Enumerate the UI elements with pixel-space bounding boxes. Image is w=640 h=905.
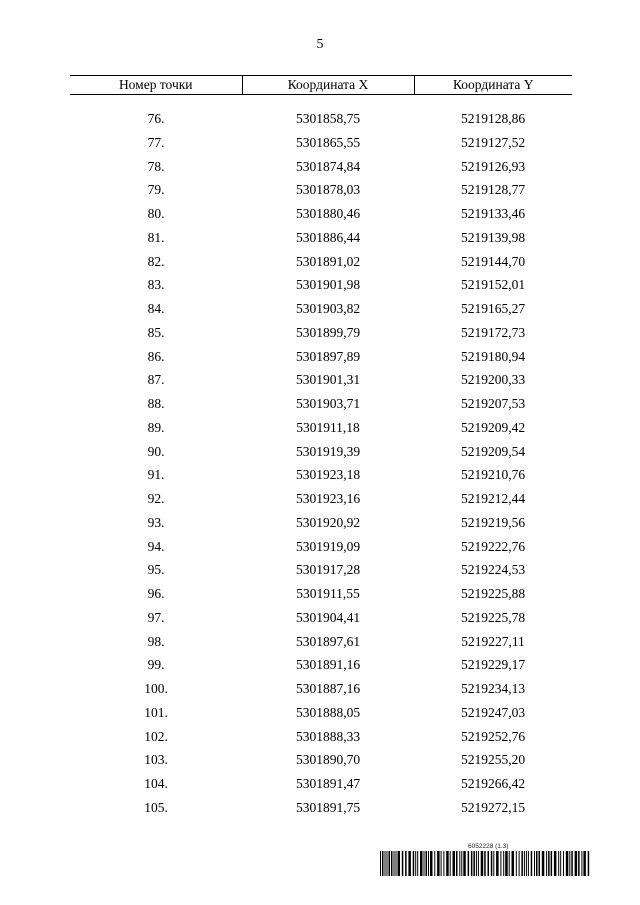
table-row <box>70 345 572 369</box>
cell-coordinate-y: 5219127,52 <box>460 134 526 150</box>
cell-coordinate-y: 5219139,98 <box>460 229 526 245</box>
cell-coordinate-y: 5219225,88 <box>460 586 526 601</box>
table-row <box>70 297 572 321</box>
cell-point-number: 103. <box>144 752 168 768</box>
barcode-bar <box>473 851 475 876</box>
cell-coordinate-x: 5301887,16 <box>295 681 361 696</box>
cell-point-number: 87. <box>147 372 165 388</box>
barcode-bar <box>380 851 381 876</box>
barcode-bar <box>468 851 470 876</box>
cell-point-number: 82. <box>147 253 165 269</box>
cell-point-number: 83. <box>147 277 165 293</box>
barcode-bar <box>441 851 442 876</box>
table-row <box>70 677 572 701</box>
cell-coordinate-y: 5219209,42 <box>460 419 526 435</box>
table-row <box>70 606 572 630</box>
barcode-bar <box>484 851 486 876</box>
cell-coordinate-y: 5219255,20 <box>460 752 526 768</box>
barcode-bar <box>493 851 494 876</box>
table-row <box>70 416 572 440</box>
cell-coordinate-x: 5301901,98 <box>295 277 361 293</box>
barcode-bar <box>394 851 395 876</box>
table-row <box>70 440 572 464</box>
cell-coordinate-y: 5219144,70 <box>460 253 526 269</box>
barcode-bar <box>424 851 425 876</box>
barcode-bar <box>389 851 391 876</box>
cell-coordinate-x: 5301886,44 <box>295 229 361 245</box>
barcode-bar <box>524 851 525 876</box>
barcode-bar <box>588 851 590 876</box>
table-body <box>70 95 572 820</box>
barcode-bar <box>546 851 547 876</box>
barcode-bar <box>443 851 444 876</box>
header-row <box>70 76 572 95</box>
cell-coordinate-y: 5219152,01 <box>460 277 526 293</box>
barcode-bar <box>583 851 586 876</box>
cell-coordinate-x: 5301901,31 <box>295 372 361 388</box>
table-row <box>70 630 572 654</box>
table-row <box>70 250 572 274</box>
barcode-bar <box>398 851 401 876</box>
header-point-number: Номер точки <box>70 76 242 95</box>
cell-point-number: 102. <box>144 728 168 744</box>
cell-coordinate-x: 5301880,46 <box>295 206 361 221</box>
barcode-bar <box>536 851 538 876</box>
barcode-bar <box>481 851 484 876</box>
barcode-bar <box>459 851 460 876</box>
table-row <box>70 321 572 345</box>
cell-point-number: 105. <box>144 799 168 815</box>
cell-coordinate-y: 5219272,15 <box>460 799 526 815</box>
barcode-image <box>380 851 590 876</box>
cell-point-number: 104. <box>144 776 168 791</box>
header-coordinate-x: Координата X <box>242 76 414 95</box>
table-row <box>70 653 572 677</box>
barcode-bar <box>558 851 559 876</box>
barcode-bar <box>500 851 501 876</box>
barcode-bar <box>571 851 573 876</box>
cell-point-number: 96. <box>147 586 165 601</box>
cell-point-number: 89. <box>147 419 165 435</box>
barcode-bar <box>496 851 499 876</box>
cell-coordinate-y: 5219200,33 <box>460 372 526 388</box>
table-row <box>70 772 572 796</box>
barcode-bar <box>471 851 473 876</box>
cell-coordinate-x: 5301890,70 <box>295 752 361 768</box>
header-spacer <box>70 95 572 108</box>
table-row <box>70 487 572 511</box>
barcode-bar <box>509 851 510 876</box>
barcode-bar <box>434 851 435 876</box>
cell-coordinate-y: 5219172,73 <box>460 324 526 340</box>
cell-coordinate-y: 5219224,53 <box>460 562 526 578</box>
cell-point-number: 79. <box>147 182 165 198</box>
barcode-bar <box>456 851 458 876</box>
cell-point-number: 81. <box>147 229 165 245</box>
barcode-bar <box>528 851 529 876</box>
barcode-bar <box>430 851 433 876</box>
barcode-bar <box>391 851 393 876</box>
cell-coordinate-x: 5301903,82 <box>295 301 361 316</box>
barcode-bar <box>566 851 569 876</box>
barcode-bar <box>548 851 550 876</box>
table-row <box>70 368 572 392</box>
cell-coordinate-x: 5301874,84 <box>295 158 361 174</box>
barcode-bar <box>554 851 557 876</box>
barcode-bar <box>461 851 462 876</box>
cell-point-number: 85. <box>147 324 165 340</box>
barcode-bar <box>446 851 449 876</box>
table-row <box>70 582 572 606</box>
cell-point-number: 91. <box>147 467 165 483</box>
cell-point-number: 98. <box>147 633 165 649</box>
cell-point-number: 86. <box>147 348 165 364</box>
cell-coordinate-x: 5301919,09 <box>295 538 361 554</box>
barcode-bar <box>563 851 564 876</box>
header-coordinate-y: Координата Y <box>414 76 572 95</box>
cell-coordinate-x: 5301888,33 <box>295 728 361 744</box>
cell-coordinate-x: 5301891,75 <box>295 799 361 815</box>
barcode-bar <box>534 851 535 876</box>
coordinates-table <box>70 75 572 820</box>
cell-point-number: 78. <box>147 158 165 174</box>
barcode-bar <box>569 851 570 876</box>
barcode-bar <box>463 851 466 876</box>
table-row <box>70 796 572 820</box>
table-row <box>70 748 572 772</box>
barcode-bar <box>415 851 416 876</box>
barcode-bar <box>531 851 533 876</box>
barcode-bar <box>405 851 407 876</box>
cell-coordinate-y: 5219209,54 <box>460 443 526 459</box>
cell-coordinate-x: 5301897,61 <box>295 633 361 649</box>
barcode-bar <box>526 851 527 876</box>
table-row <box>70 273 572 297</box>
cell-coordinate-y: 5219227,11 <box>461 633 525 649</box>
cell-coordinate-y: 5219252,76 <box>460 728 526 744</box>
cell-point-number: 93. <box>147 514 165 530</box>
barcode-bar <box>551 851 553 876</box>
barcode-bar <box>503 851 504 876</box>
cell-coordinate-x: 5301897,89 <box>295 348 361 364</box>
table-row <box>70 178 572 202</box>
barcode-bar <box>491 851 493 876</box>
cell-coordinate-y: 5219222,76 <box>460 538 526 554</box>
table-row <box>70 392 572 416</box>
cell-coordinate-y: 5219247,03 <box>460 704 526 720</box>
cell-coordinate-x: 5301888,05 <box>295 704 361 720</box>
barcode-bar <box>539 851 541 876</box>
cell-coordinate-x: 5301923,16 <box>295 491 361 506</box>
table-row <box>70 107 572 131</box>
cell-coordinate-x: 5301891,47 <box>295 776 361 791</box>
table-row <box>70 226 572 250</box>
barcode-area <box>380 843 590 876</box>
cell-coordinate-y: 5219128,86 <box>460 111 526 126</box>
barcode-bar <box>426 851 428 876</box>
barcode-bar <box>521 851 523 876</box>
cell-point-number: 80. <box>147 206 165 221</box>
barcode-bar <box>578 851 580 876</box>
cell-coordinate-x: 5301923,18 <box>295 467 361 483</box>
barcode-bar <box>575 851 578 876</box>
page-number: 5 <box>316 37 324 52</box>
cell-point-number: 90. <box>147 443 165 459</box>
barcode-bar <box>420 851 423 876</box>
cell-coordinate-y: 5219229,17 <box>460 657 526 673</box>
cell-coordinate-y: 5219210,76 <box>460 467 526 483</box>
barcode-bar <box>413 851 415 876</box>
cell-coordinate-x: 5301917,28 <box>295 562 361 578</box>
cell-point-number: 95. <box>147 562 165 578</box>
cell-coordinate-y: 5219207,53 <box>460 396 526 411</box>
cell-coordinate-y: 5219128,77 <box>460 182 526 198</box>
table-row <box>70 725 572 749</box>
barcode-bar <box>581 851 582 876</box>
cell-point-number: 97. <box>147 609 165 625</box>
barcode-bar <box>512 851 515 876</box>
cell-coordinate-x: 5301904,41 <box>295 609 361 625</box>
barcode-bar <box>516 851 517 876</box>
cell-coordinate-y: 5219165,27 <box>460 301 526 316</box>
cell-coordinate-x: 5301903,71 <box>295 396 361 411</box>
cell-coordinate-x: 5301899,79 <box>295 324 361 340</box>
cell-coordinate-y: 5219219,56 <box>460 514 526 530</box>
cell-coordinate-x: 5301858,75 <box>295 111 361 126</box>
cell-point-number: 94. <box>147 538 165 554</box>
cell-coordinate-y: 5219234,13 <box>460 681 526 696</box>
cell-point-number: 100. <box>144 681 168 696</box>
table-row <box>70 701 572 725</box>
cell-coordinate-x: 5301911,55 <box>296 586 360 601</box>
cell-coordinate-y: 5219212,44 <box>460 491 526 506</box>
barcode-bar <box>453 851 456 876</box>
cell-coordinate-x: 5301891,02 <box>295 253 361 269</box>
cell-coordinate-x: 5301865,55 <box>295 134 361 150</box>
table-row <box>70 131 572 155</box>
barcode-bar <box>542 851 545 876</box>
table-row <box>70 535 572 559</box>
table-row <box>70 202 572 226</box>
barcode-bar <box>505 851 508 876</box>
barcode-bar <box>396 851 397 876</box>
cell-coordinate-y: 5219126,93 <box>460 158 526 174</box>
cell-point-number: 101. <box>144 704 168 720</box>
cell-coordinate-y: 5219225,78 <box>460 609 526 625</box>
cell-coordinate-y: 5219266,42 <box>460 776 526 791</box>
cell-point-number: 88. <box>147 396 165 411</box>
cell-coordinate-x: 5301919,39 <box>295 443 361 459</box>
cell-point-number: 77. <box>147 134 165 150</box>
barcode-bar <box>385 851 386 876</box>
cell-point-number: 99. <box>147 657 165 673</box>
table-header <box>70 76 572 95</box>
barcode-bar <box>476 851 477 876</box>
barcode-bar <box>417 851 418 876</box>
barcode-bar <box>402 851 404 876</box>
barcode-code: 6052228 (1.3) <box>468 843 509 850</box>
cell-coordinate-y: 5219133,46 <box>460 206 526 221</box>
barcode-bar <box>428 851 429 876</box>
barcode-bar <box>437 851 440 876</box>
cell-point-number: 84. <box>147 301 165 316</box>
barcode-bar <box>560 851 561 876</box>
table-row <box>70 511 572 535</box>
barcode-bar <box>478 851 479 876</box>
cell-coordinate-x: 5301878,03 <box>295 182 361 198</box>
table-row <box>70 463 572 487</box>
table-row <box>70 558 572 582</box>
barcode-bar <box>450 851 451 876</box>
barcode-bar <box>382 851 384 876</box>
cell-coordinate-x: 5301891,16 <box>295 657 361 673</box>
barcode-bar <box>488 851 490 876</box>
barcode-bar <box>519 851 520 876</box>
cell-coordinate-x: 5301920,92 <box>295 514 361 530</box>
cell-point-number: 92. <box>147 491 165 506</box>
cell-coordinate-x: 5301911,18 <box>296 419 360 435</box>
cell-coordinate-y: 5219180,94 <box>460 348 526 364</box>
barcode-bar <box>387 851 388 876</box>
barcode-bar <box>408 851 411 876</box>
cell-point-number: 76. <box>147 111 165 126</box>
table-row <box>70 155 572 179</box>
